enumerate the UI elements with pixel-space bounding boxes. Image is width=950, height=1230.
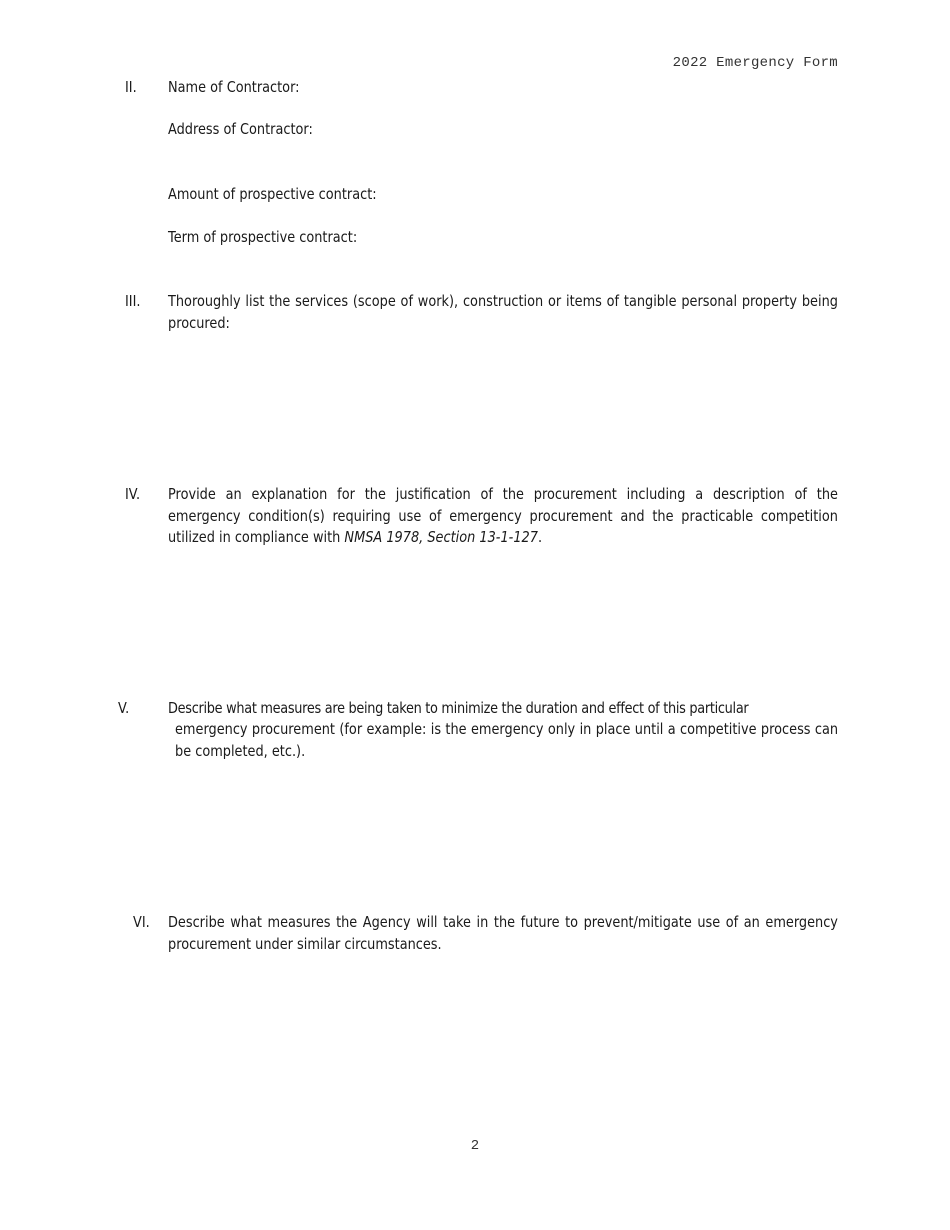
contract-amount-label: Amount of prospective contract: (168, 185, 377, 203)
section-iv-text-after: . (537, 528, 543, 546)
page-header-title: 2022 Emergency Form (672, 55, 838, 71)
page-number: 2 (470, 1138, 480, 1154)
contractor-address-label: Address of Contractor: (168, 120, 313, 138)
section-vi-numeral: VI. (133, 913, 150, 931)
section-iv-citation: NMSA 1978, Section 13-1-127 (344, 528, 538, 546)
contractor-name-label: Name of Contractor: (168, 78, 300, 96)
section-iii-numeral: III. (125, 292, 141, 310)
section-v-text: emergency procurement (for example: is the emergency only in place until a competitive process can be completed, etc.). (175, 720, 839, 760)
section-iv-text-before: Provide an explanation for the justification of the procurement including a description of the emergency condition(s) requiring use of emergency procurement and the practicable competition utilized in compliance with (168, 485, 838, 546)
section-vi-text: Describe what measures the Agency will take in the future to prevent/mitigate use of an emergency procurement under similar circumstances. (168, 913, 838, 953)
section-ii-numeral: II. (125, 78, 137, 96)
section-v-first-line: Describe what measures are being taken to minimize the duration and effect of this particular (168, 699, 749, 717)
section-iv-text (168, 484, 838, 549)
section-iv-numeral: IV. (125, 485, 141, 503)
section-iii-text: Thoroughly list the services (scope of work), construction or items of tangible personal property being procured: (168, 292, 838, 332)
contract-term-label: Term of prospective contract: (168, 228, 358, 246)
section-v-numeral: V. (118, 699, 130, 717)
